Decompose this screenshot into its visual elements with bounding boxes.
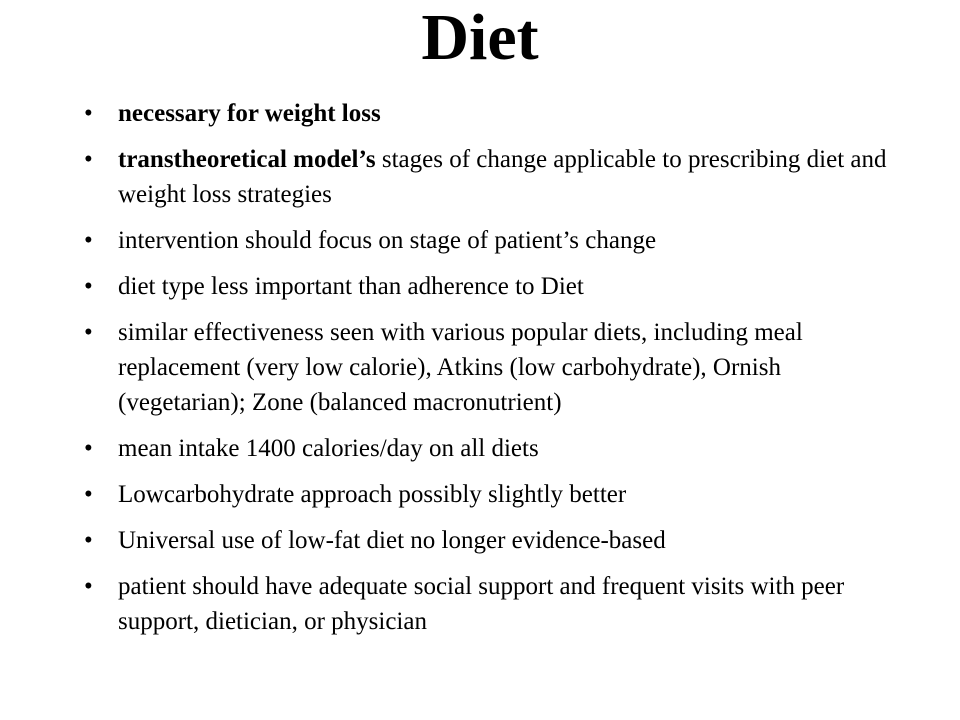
bullet-item bbox=[80, 269, 890, 304]
bullet-item bbox=[80, 569, 890, 639]
slide-title: Diet bbox=[421, 1, 539, 74]
bullet-mark: • bbox=[84, 481, 93, 508]
bullet-item bbox=[80, 223, 890, 258]
bullet-text: patient should have adequate social support and frequent visits with peer support, dietician, or physician bbox=[118, 573, 845, 635]
bullet-text: stages of change applicable to prescribing diet and weight loss strategies bbox=[118, 146, 887, 208]
bullet-mark: • bbox=[84, 100, 93, 127]
bullet-mark: • bbox=[84, 273, 93, 300]
bullet-list bbox=[80, 96, 890, 650]
bullet-item bbox=[80, 315, 890, 420]
bullet-item bbox=[80, 142, 890, 212]
bullet-text: diet type less important than adherence to Diet bbox=[118, 273, 584, 300]
bullet-item bbox=[80, 96, 890, 131]
bullet-item bbox=[80, 431, 890, 466]
bullet-text: intervention should focus on stage of patient’s change bbox=[118, 227, 657, 254]
bullet-text: mean intake 1400 calories/day on all diets bbox=[118, 435, 539, 462]
bullet-mark: • bbox=[84, 319, 93, 346]
bullet-text: similar effectiveness seen with various popular diets, including meal replacement (very low calorie), Atkins (low carbohydrate), Ornish (vegetarian); Zone (balanced macronutrient) bbox=[118, 319, 803, 416]
bullet-item bbox=[80, 477, 890, 512]
bullet-mark: • bbox=[84, 146, 93, 173]
bullet-mark: • bbox=[84, 227, 93, 254]
bullet-text: Universal use of low-fat diet no longer evidence-based bbox=[118, 527, 666, 554]
bullet-mark: • bbox=[84, 573, 93, 600]
bullet-mark: • bbox=[84, 527, 93, 554]
bullet-bold-text: transtheoretical model’s bbox=[118, 146, 376, 173]
bullet-text: Lowcarbohydrate approach possibly slightly better bbox=[118, 481, 627, 508]
bullet-bold-text: necessary for weight loss bbox=[118, 100, 381, 127]
bullet-mark: • bbox=[84, 435, 93, 462]
bullet-item bbox=[80, 523, 890, 558]
